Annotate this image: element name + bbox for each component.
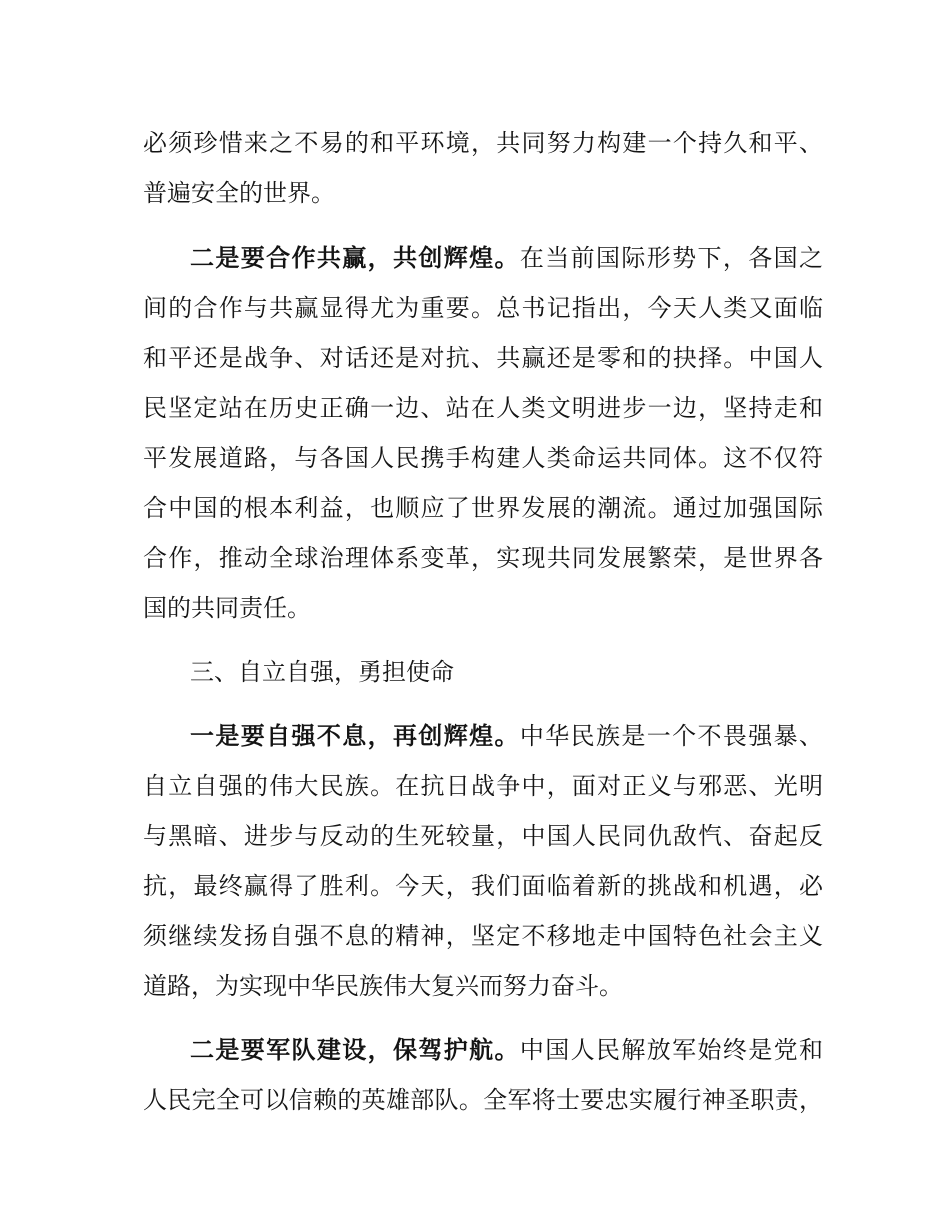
paragraph-3-line-3: 与黑暗、进步与反动的生死较量，中国人民同仇敌忾、奋起反	[143, 822, 823, 850]
paragraph-1-line-1: 必须珍惜来之不易的和平环境，共同努力构建一个持久和平、	[143, 129, 823, 157]
paragraph-4-lead: 二是要军队建设，保驾护航。	[190, 1036, 520, 1064]
section-heading-3: 三、自立自强，勇担使命	[190, 658, 454, 686]
paragraph-2-line-3: 和平还是战争、对话还是对抗、共赢还是零和的抉择。中国人	[143, 344, 823, 372]
paragraph-2-line-7: 合作，推动全球治理体系变革，实现共同发展繁荣，是世界各	[143, 544, 823, 572]
paragraph-2-line-8: 国的共同责任。	[143, 594, 311, 622]
paragraph-3-line-4: 抗，最终赢得了胜利。今天，我们面临着新的挑战和机遇，必	[143, 872, 823, 900]
paragraph-2-lead: 二是要合作共赢，共创辉煌。	[190, 244, 520, 272]
paragraph-2-line-2: 间的合作与共赢显得尤为重要。总书记指出，今天人类又面临	[143, 294, 823, 322]
paragraph-4-line-1	[190, 1035, 823, 1065]
paragraph-4-line-2: 人民完全可以信赖的英雄部队。全军将士要忠实履行神圣职责，	[143, 1086, 823, 1114]
paragraph-2-line-6: 合中国的根本利益，也顺应了世界发展的潮流。通过加强国际	[143, 494, 823, 522]
paragraph-2-line-5: 平发展道路，与各国人民携手构建人类命运共同体。这不仅符	[143, 444, 823, 472]
paragraph-1-line-2: 普遍安全的世界。	[143, 179, 335, 207]
paragraph-3-line-6: 道路，为实现中华民族伟大复兴而努力奋斗。	[143, 972, 623, 1000]
paragraph-2-line-1	[190, 243, 823, 273]
paragraph-2-line-1-text: 在当前国际形势下，各国之	[519, 244, 823, 272]
paragraph-3-line-5: 须继续发扬自强不息的精神，坚定不移地走中国特色社会主义	[143, 922, 823, 950]
paragraph-3-line-2: 自立自强的伟大民族。在抗日战争中，面对正义与邪恶、光明	[143, 772, 823, 800]
paragraph-3-line-1	[190, 721, 823, 751]
paragraph-2-line-4: 民坚定站在历史正确一边、站在人类文明进步一边，坚持走和	[143, 394, 823, 422]
paragraph-4-line-1-text: 中国人民解放军始终是党和	[519, 1036, 823, 1064]
paragraph-3-lead: 一是要自强不息，再创辉煌。	[190, 722, 520, 750]
paragraph-3-line-1-text: 中华民族是一个不畏强暴、	[519, 722, 823, 750]
